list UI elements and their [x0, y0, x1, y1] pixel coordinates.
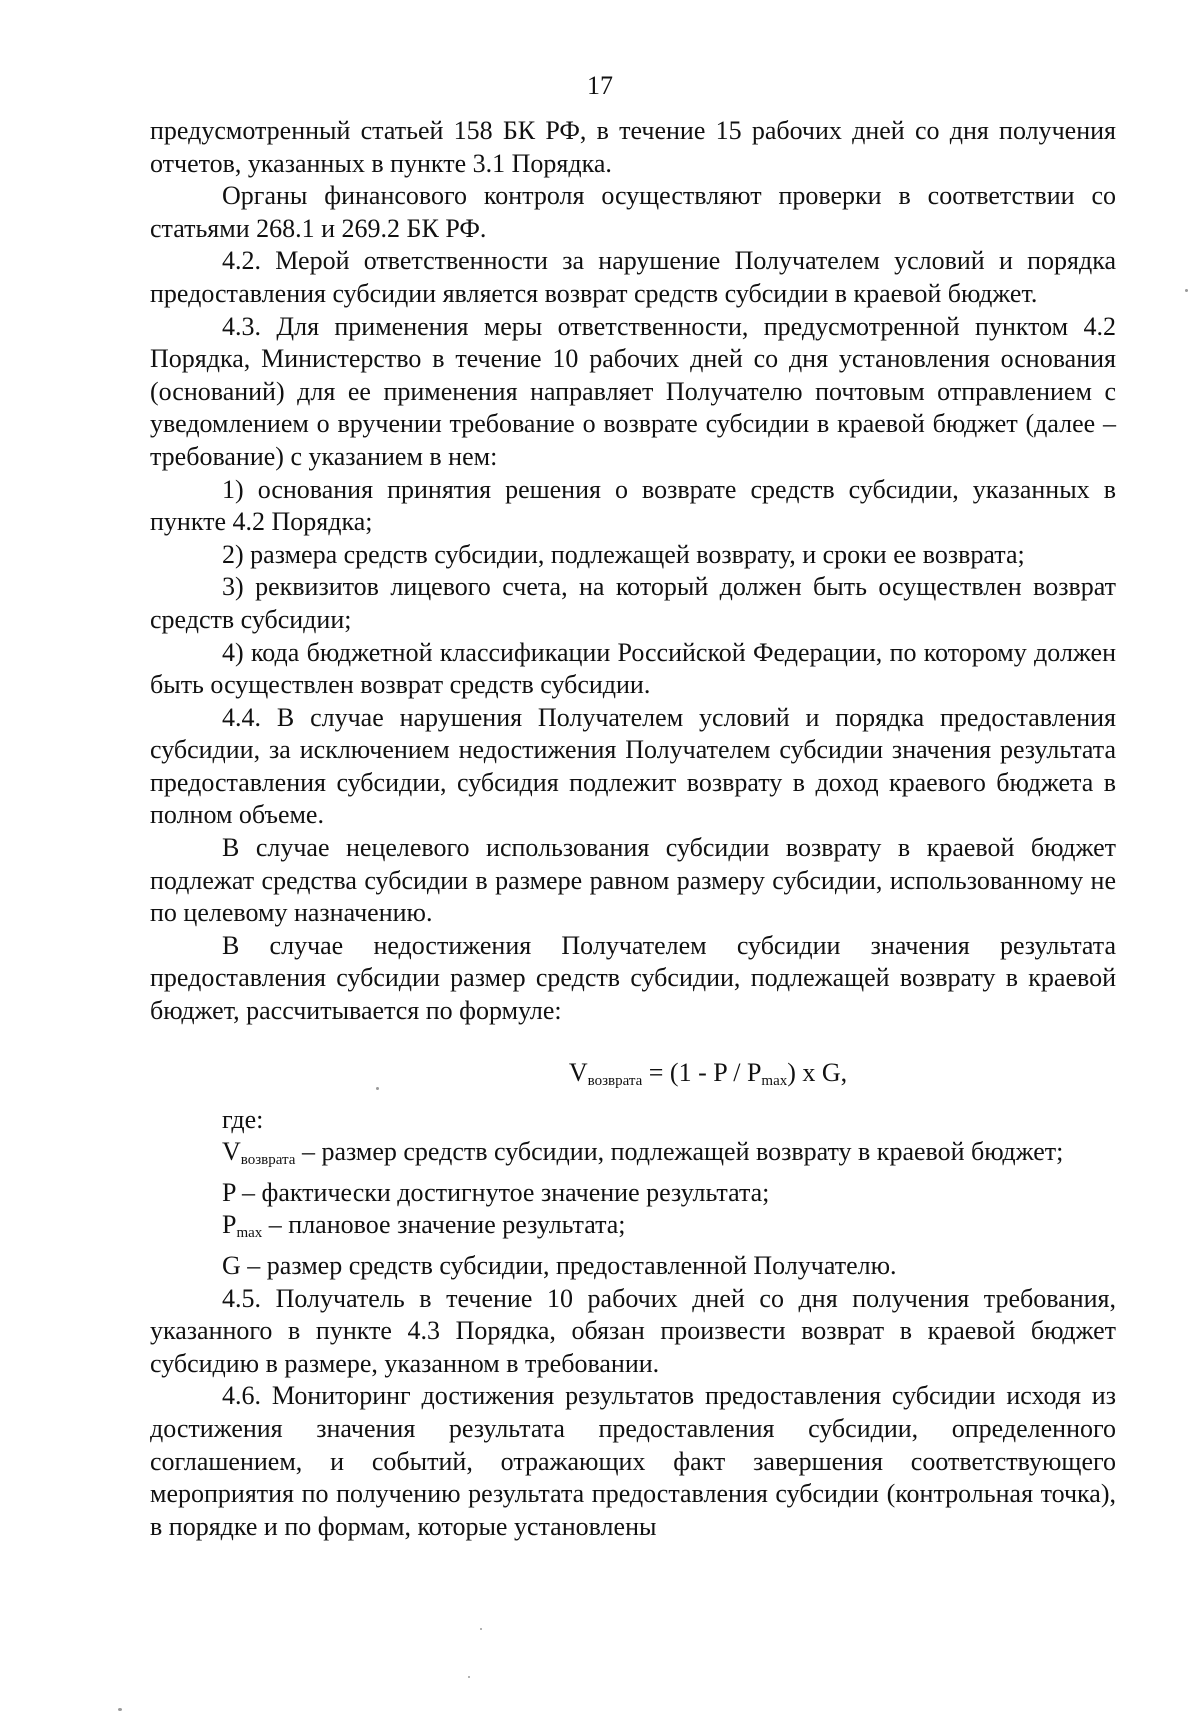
definition-pmax-text: – плановое значение результата; — [262, 1210, 626, 1240]
definition-pmax-symbol: P — [222, 1210, 237, 1240]
return-amount-formula — [150, 1056, 1116, 1098]
definition-v — [150, 1136, 1116, 1177]
formula-v-subscript: возврата — [587, 1072, 643, 1089]
document-body — [150, 115, 1116, 1543]
list-item-3: 3) реквизитов лицевого счета, на который должен быть осуществлен возврат средств субсидии; — [150, 572, 1116, 634]
definition-pmax — [150, 1209, 1116, 1250]
scan-speck — [468, 1676, 470, 1678]
scan-speck — [480, 1628, 482, 1630]
definition-v-symbol: V — [222, 1137, 241, 1167]
paragraph-formula-intro: В случае недостижения Получателем субсидии значения результата предоставления субсидии размер средств субсидии, подлежащей возврату в краевой бюджет, рассчитывается по формуле: — [150, 930, 1116, 1026]
definition-p: P – фактически достигнутое значение результата; — [222, 1177, 770, 1207]
scan-speck — [118, 1708, 122, 1711]
page-number: 17 — [587, 71, 613, 100]
paragraph-4-5: 4.5. Получатель в течение 10 рабочих дней со дня получения требования, указанного в пункте 4.3 Порядка, обязан произвести возврат в краевой бюджет субсидию в размере, указанном в требовании. — [150, 1283, 1116, 1378]
formula-v-symbol: V — [568, 1057, 588, 1087]
paragraph-4-3: 4.3. Для применения меры ответственности, предусмотренной пунктом 4.2 Порядка, Министерство в течение 10 рабочих дней со дня установления основания (оснований) для ее применения направляет Получателю почтовым отправлением с уведомлением о вручении требование о возврате субсидии в краевой бюджет (далее – требование) с указанием в нем: — [150, 311, 1116, 471]
list-item-1: 1) основания принятия решения о возврате средств субсидии, указанных в пункте 4.2 Порядка; — [150, 474, 1116, 537]
paragraph-financial-control: Органы финансового контроля осуществляют проверки в соответствии со статьями 268.1 и 269.2 БК РФ. — [150, 181, 1116, 243]
definition-v-text: – размер средств субсидии, подлежащей возврату в краевой бюджет; — [295, 1137, 1064, 1167]
definition-v-subscript: возврата — [240, 1152, 296, 1169]
paragraph-4-4: 4.4. В случае нарушения Получателем условий и порядка предоставления субсидии, за исключением недостижения Получателем субсидии значения результата предоставления субсидии, субсидия подлежит возврату в доход краевого бюджета в полном объеме. — [150, 702, 1116, 830]
paragraph-continuation: предусмотренный статьей 158 БК РФ, в течение 15 рабочих дней со дня получения отчетов, указанных в пункте 3.1 Порядка. — [150, 116, 1116, 178]
scan-speck — [1185, 289, 1188, 292]
formula-end: ) x G, — [787, 1057, 848, 1087]
list-item-2: 2) размера средств субсидии, подлежащей возврату, и сроки ее возврата; — [222, 539, 1025, 569]
definition-g: G – размер средств субсидии, предоставленной Получателю. — [222, 1251, 897, 1280]
list-item-4: 4) кода бюджетной классификации Российской Федерации, по которому должен быть осуществлен возврат средств субсидии. — [150, 637, 1116, 700]
scan-speck — [376, 1087, 379, 1090]
paragraph-4-2: 4.2. Мерой ответственности за нарушение Получателем условий и порядка предоставления субсидии является возврат средств субсидии в краевой бюджет. — [150, 246, 1116, 308]
where-label: где: — [222, 1104, 264, 1134]
paragraph-4-6: 4.6. Мониторинг достижения результатов предоставления субсидии исходя из достижения значения результата предоставления субсидии, определенного соглашением, и событий, отражающих факт завершения соответствующего мероприятия по получению результата предоставления субсидии (контрольная точка), в порядке и по формам, которые установлены — [150, 1381, 1116, 1541]
formula-pmax-subscript: max — [761, 1072, 788, 1089]
definition-pmax-subscript: max — [236, 1225, 263, 1242]
formula-middle: = (1 - P / P — [642, 1057, 762, 1087]
paragraph-misuse: В случае нецелевого использования субсидии возврату в краевой бюджет подлежат средства субсидии в размере равном размеру субсидии, использованному не по целевому назначению. — [150, 833, 1116, 928]
